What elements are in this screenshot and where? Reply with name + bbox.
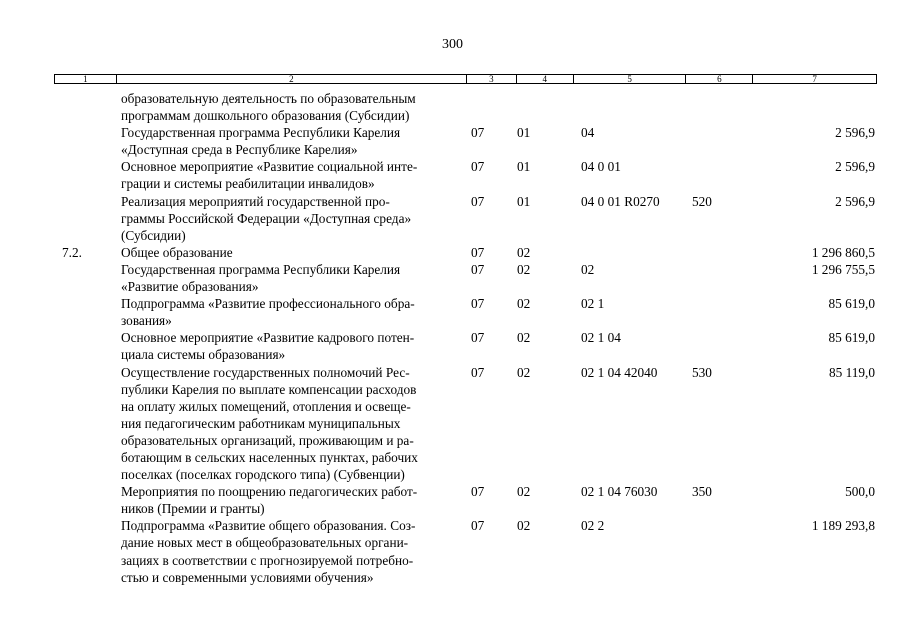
target-article-code: 04 0 01 [581,159,621,175]
row-description [121,193,466,244]
row-description [121,124,466,158]
subsection-code: 02 [517,330,531,346]
section-code: 07 [471,296,485,312]
target-article-code: 02 1 04 76030 [581,484,658,500]
section-code: 07 [471,484,485,500]
description-line: циала системы образования» [121,347,286,363]
amount: 2 596,9 [835,125,875,141]
subsection-code: 02 [517,244,531,260]
description-line: образовательных организаций, проживающим и ра- [121,432,414,448]
description-line: «Доступная среда в Республике Карелия» [121,142,358,158]
header-col-4: 4 [517,75,574,83]
description-line: поселках (поселках городского типа) (Субвенции) [121,467,405,483]
expense-type-code: 530 [692,364,712,380]
row-number: 7.2. [62,244,82,260]
target-article-code: 02 1 04 42040 [581,364,658,380]
row-description [121,483,466,517]
amount: 85 619,0 [828,296,875,312]
header-col-5: 5 [574,75,687,83]
subsection-code: 02 [517,518,531,534]
description-line: (Субсидии) [121,227,186,243]
subsection-code: 02 [517,484,531,500]
target-article-code: 02 [581,261,595,277]
table-row [0,193,905,244]
subsection-code: 02 [517,364,531,380]
description-line: образовательную деятельность по образовательным [121,91,416,106]
description-line: Государственная программа Республики Карелия [121,261,401,277]
target-article-code: 04 0 01 R0270 [581,193,660,209]
table-row [0,90,905,124]
header-col-3: 3 [467,75,517,83]
description-line: Основное мероприятие «Развитие социальной инте- [121,159,418,175]
table-header [54,74,877,84]
section-code: 07 [471,125,485,141]
section-code: 07 [471,518,485,534]
subsection-code: 02 [517,261,531,277]
amount: 1 296 755,5 [811,261,875,277]
description-line: Подпрограмма «Развитие общего образования. Соз- [121,518,416,534]
description-line: граммы Российской Федерации «Доступная среда» [121,210,412,226]
description-line: «Развитие образования» [121,279,259,295]
expense-type-code: 520 [692,193,712,209]
target-article-code: 02 1 [581,296,605,312]
table-row [0,295,905,329]
description-line: Основное мероприятие «Развитие кадрового потен- [121,330,415,346]
description-line: стью и современными условиями обучения» [121,569,374,585]
expense-type-code: 350 [692,484,712,500]
description-line: дание новых мест в общеобразовательных органи- [121,535,409,551]
target-article-code: 04 [581,125,595,141]
table-body [0,90,905,586]
row-description [121,158,466,192]
amount: 85 619,0 [828,330,875,346]
description-line: публики Карелия по выплате компенсации расходов [121,381,417,397]
section-code: 07 [471,244,485,260]
description-line: программам дошкольного образования (Субсидии) [121,108,410,124]
description-line: на оплату жилых помещений, отопления и освеще- [121,398,411,414]
row-description [121,244,466,261]
amount: 85 119,0 [828,364,875,380]
description-line: Подпрограмма «Развитие профессионального обра- [121,296,415,312]
amount: 1 189 293,8 [811,518,875,534]
amount: 1 296 860,5 [811,244,875,260]
header-col-1: 1 [55,75,117,83]
section-code: 07 [471,261,485,277]
description-line: ботающим в сельских населенных пунктах, рабочих [121,449,418,465]
row-description [121,295,466,329]
table-row [0,124,905,158]
target-article-code: 02 1 04 [581,330,621,346]
header-col-2: 2 [117,75,467,83]
description-line: ников (Премии и гранты) [121,501,265,517]
subsection-code: 02 [517,296,531,312]
table-row [0,517,905,585]
table-row [0,329,905,363]
table-row [0,158,905,192]
table-row [0,244,905,261]
description-line: Мероприятия по поощрению педагогических работ- [121,484,418,500]
row-description [121,517,466,585]
section-code: 07 [471,364,485,380]
amount: 2 596,9 [835,193,875,209]
subsection-code: 01 [517,159,531,175]
page-number: 300 [442,37,463,52]
table-row [0,261,905,295]
row-description [121,261,466,295]
description-line: Осуществление государственных полномочий Рес- [121,364,410,380]
description-line: Реализация мероприятий государственной про- [121,193,390,209]
subsection-code: 01 [517,125,531,141]
table-row [0,364,905,484]
target-article-code: 02 2 [581,518,605,534]
section-code: 07 [471,193,485,209]
table-row [0,483,905,517]
description-line: Общее образование [121,244,233,260]
section-code: 07 [471,330,485,346]
row-description [121,329,466,363]
description-line: зования» [121,313,172,329]
description-line: грации и системы реабилитации инвалидов» [121,176,375,192]
row-description [121,90,466,124]
amount: 2 596,9 [835,159,875,175]
header-col-6: 6 [686,75,753,83]
description-line: Государственная программа Республики Карелия [121,125,401,141]
description-line: ния педагогическим работникам муниципальных [121,415,401,431]
subsection-code: 01 [517,193,531,209]
amount: 500,0 [845,484,875,500]
header-col-7: 7 [812,74,817,84]
description-line: зациях в соответствии с прогнозируемой потребно- [121,552,414,568]
section-code: 07 [471,159,485,175]
row-description [121,364,466,484]
